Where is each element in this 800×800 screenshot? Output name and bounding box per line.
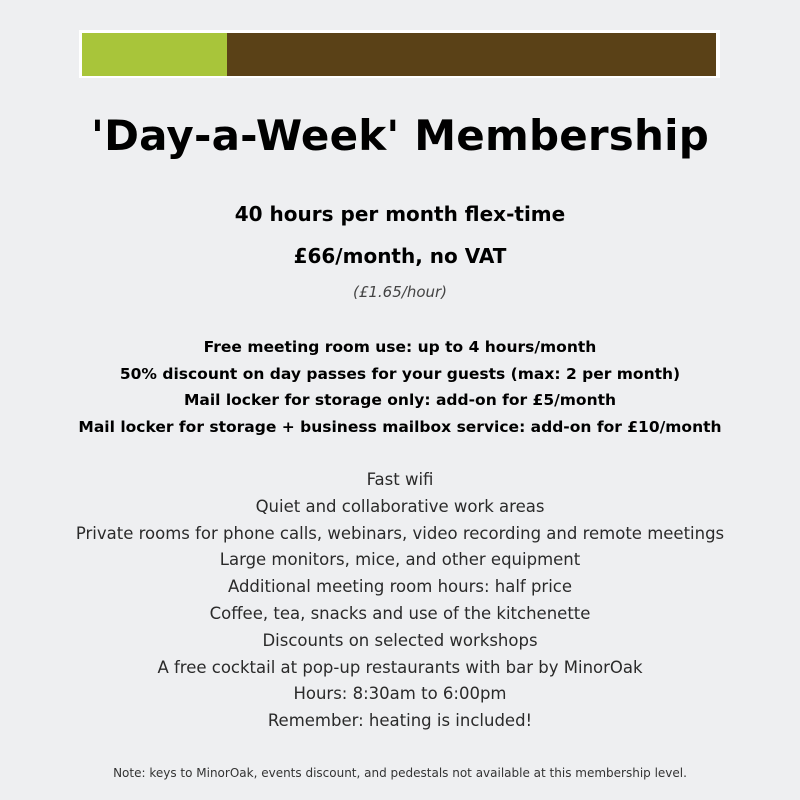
feature-item: Fast wifi: [366, 470, 434, 489]
highlight-item: Mail locker for storage + business mailbox service: add-on for £10/month: [78, 417, 722, 436]
feature-item: Hours: 8:30am to 6:00pm: [293, 684, 507, 704]
feature-item: A free cocktail at pop-up restaurants with bar by MinorOak: [157, 657, 643, 677]
features-list: [0, 467, 800, 735]
footnote: Note: keys to MinorOak, events discount, and pedestals not available at this membership level.: [113, 766, 687, 780]
price-subtitle: £66/month, no VAT: [293, 244, 507, 268]
page-title: 'Day-a-Week' Membership: [91, 111, 709, 160]
highlight-item: 50% discount on day passes for your guests (max: 2 per month): [119, 364, 681, 383]
highlight-item: Mail locker for storage only: add-on for £5/month: [183, 391, 617, 409]
feature-item: Additional meeting room hours: half price: [227, 577, 573, 597]
header-bar-accent-brown: [227, 33, 716, 76]
feature-item: Discounts on selected workshops: [262, 630, 538, 650]
feature-item: Quiet and collaborative work areas: [255, 496, 545, 516]
feature-item: Private rooms for phone calls, webinars, video recording and remote meetings: [75, 523, 725, 543]
feature-item: Remember: heating is included!: [267, 711, 533, 731]
highlights-list: [0, 334, 800, 440]
feature-item: Large monitors, mice, and other equipment: [219, 550, 581, 570]
hourly-rate: (£1.65/hour): [352, 283, 448, 301]
highlight-item: Free meeting room use: up to 4 hours/month: [203, 338, 597, 356]
header-bar-accent-green: [82, 33, 227, 76]
feature-item: Coffee, tea, snacks and use of the kitchenette: [209, 603, 591, 623]
hours-subtitle: 40 hours per month flex-time: [234, 202, 566, 226]
